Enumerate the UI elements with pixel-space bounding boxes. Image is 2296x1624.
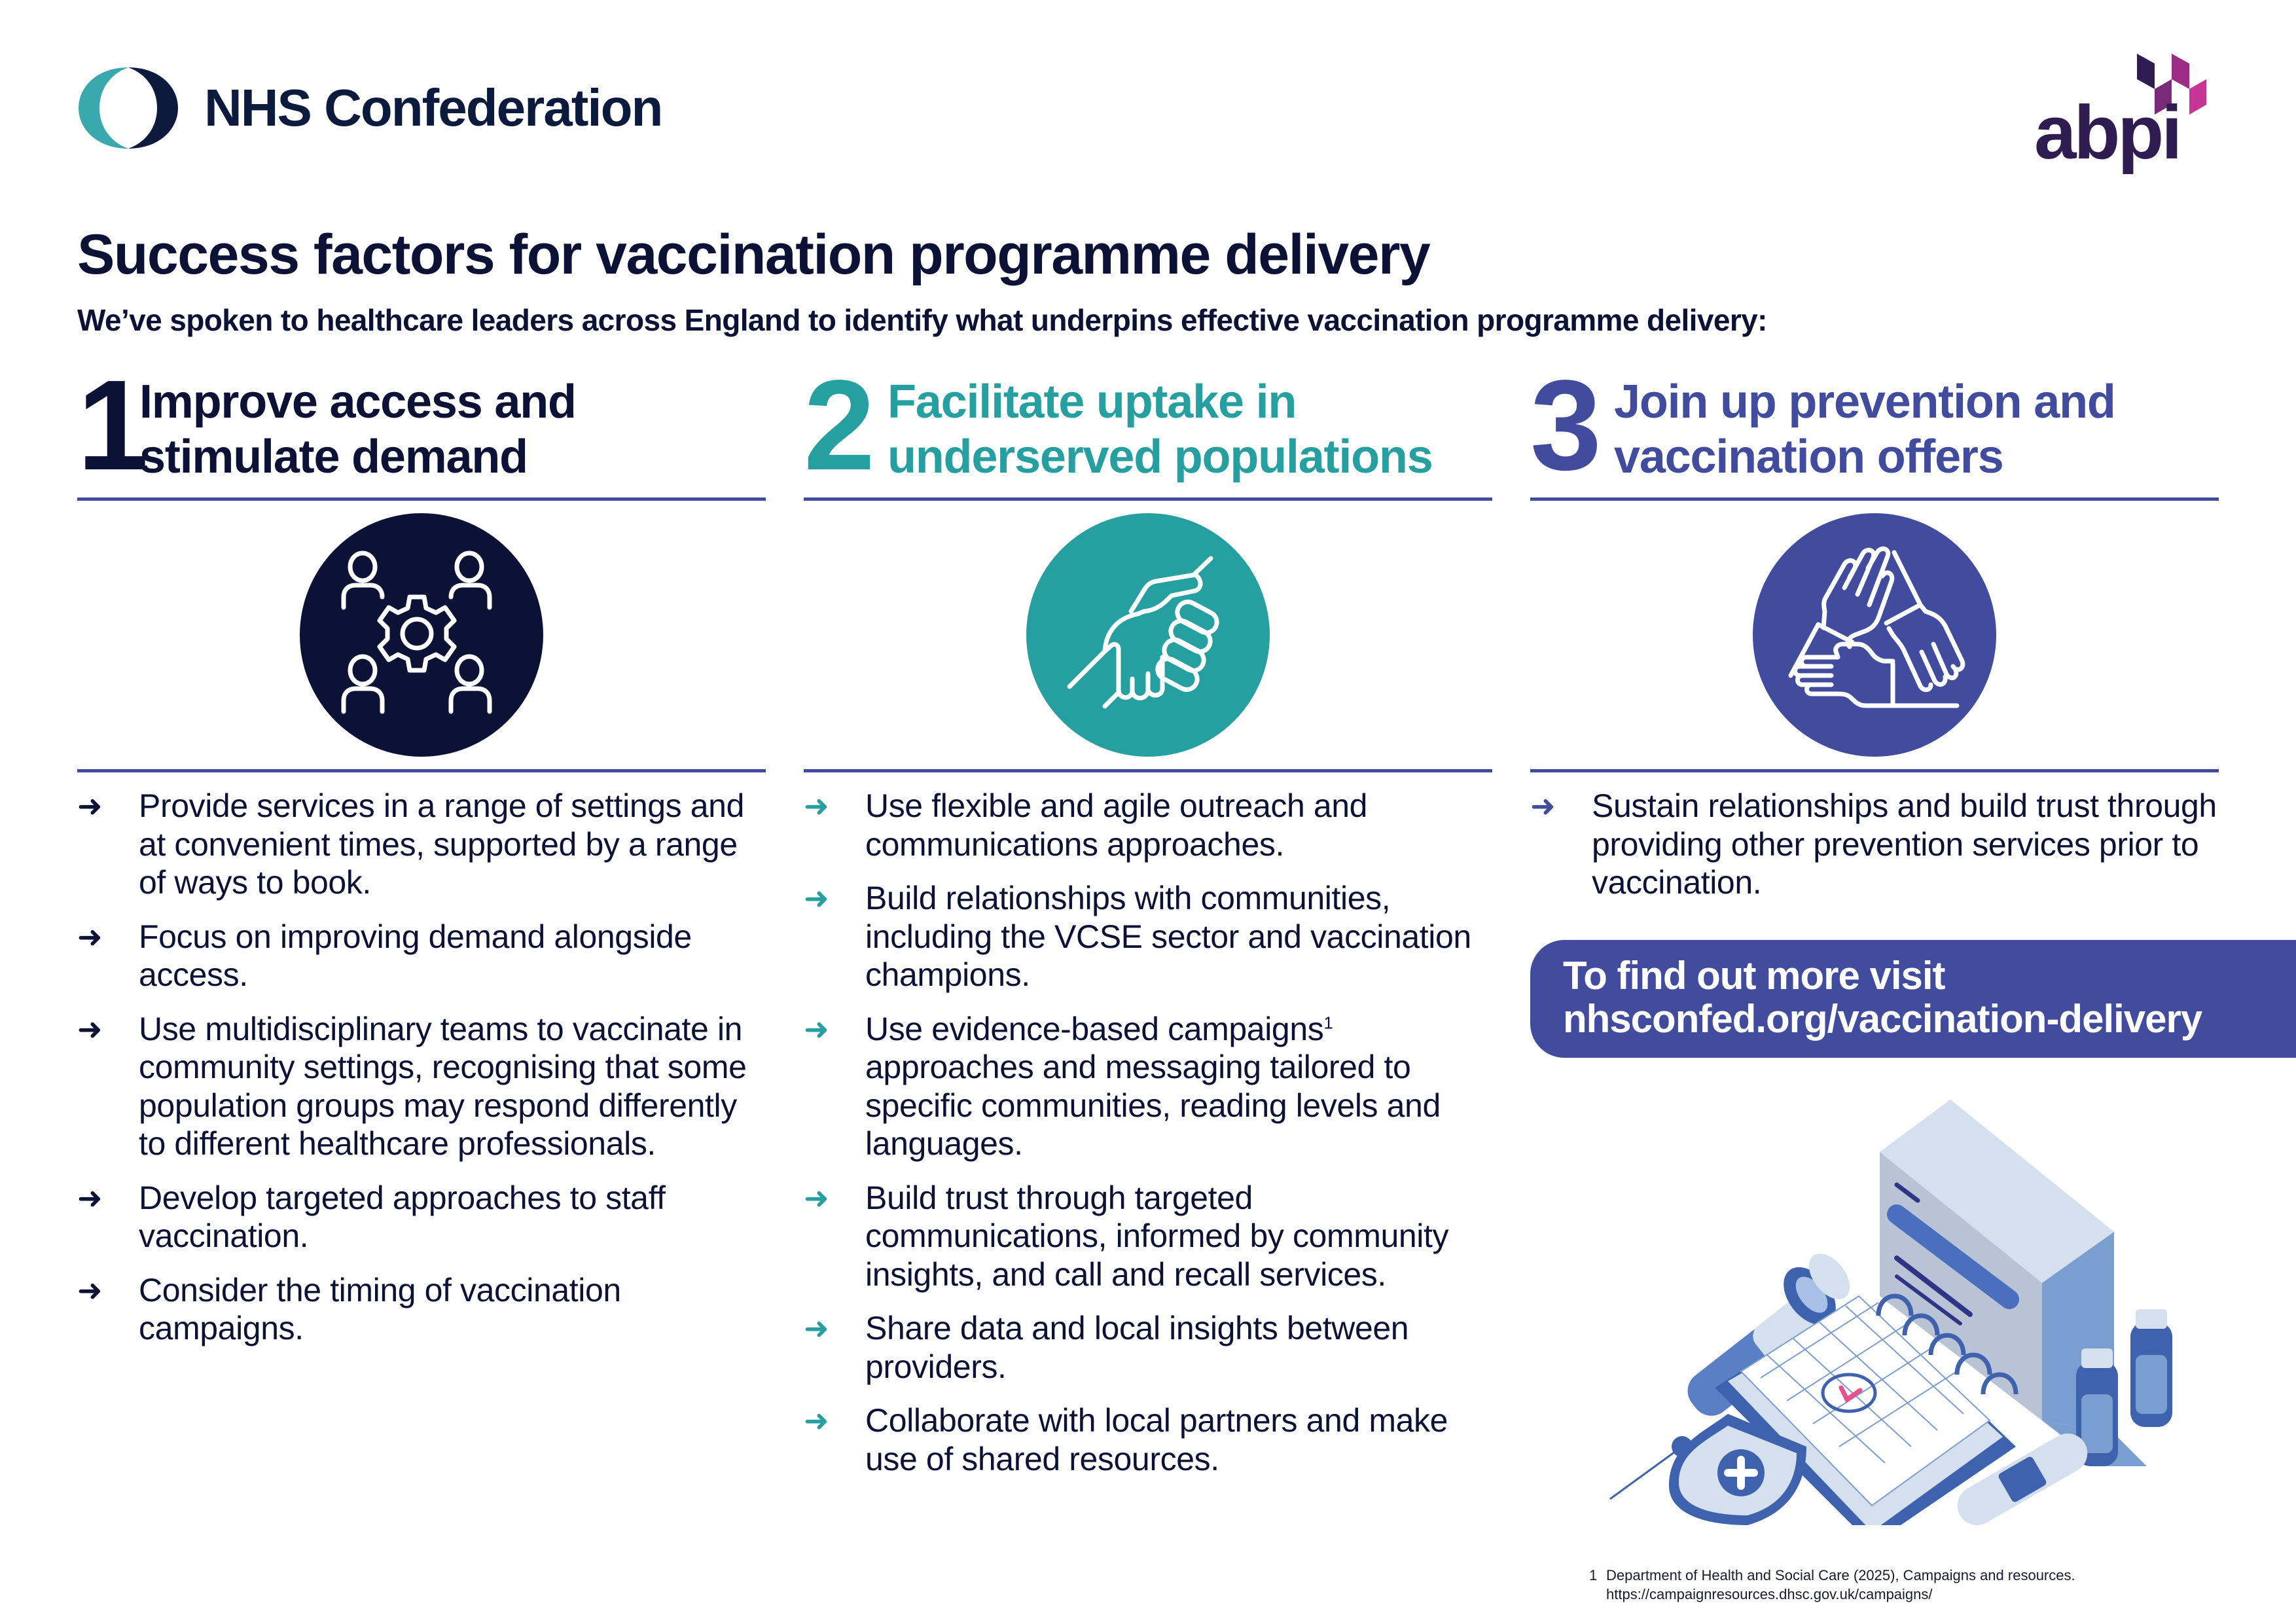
arrow-right-icon: ➜ (77, 919, 103, 954)
success-factor-3 (1530, 353, 2219, 918)
abpi-logo (2003, 46, 2212, 177)
divider (77, 769, 766, 772)
nhs-ring-icon (77, 66, 179, 150)
arrow-right-icon: ➜ (77, 1272, 103, 1307)
arrow-right-icon: ➜ (804, 1311, 829, 1345)
factor-title-line1: Improve access and (139, 376, 576, 428)
factor-title (139, 373, 576, 484)
arrow-right-icon: ➜ (77, 1180, 103, 1215)
cta-link[interactable]: nhsconfed.org/vaccination-delivery (1563, 997, 2202, 1041)
factor-title-line1: Facilitate uptake in (888, 376, 1297, 428)
factor-title-line1: Join up prevention and (1614, 376, 2115, 428)
footnote: 1 Department of Health and Social Care (2025), Campaigns and resources. https://campaignresources.dhsc.gov.uk/campaigns/ (1589, 1567, 2075, 1602)
arrow-right-icon: ➜ (804, 1180, 829, 1215)
cta-text: To find out more visit (1563, 954, 1945, 998)
list-item: ➜ Share data and local insights between providers. (804, 1310, 1409, 1385)
arrow-right-icon: ➜ (804, 1011, 829, 1046)
nhs-confederation-logo (77, 65, 662, 151)
list-item: ➜ Use evidence-based campaigns$^1$ approaches and messaging tailored to specific communities, reading levels and languages. (804, 1010, 1441, 1162)
footnote-ref: 1 (1323, 1012, 1333, 1032)
arrow-right-icon: ➜ (804, 1403, 829, 1437)
page-subtitle: We’ve spoken to healthcare leaders across England to identify what underpins effective vaccination programme delivery: (77, 303, 1767, 337)
arrow-right-icon: ➜ (1530, 789, 1556, 823)
arrow-right-icon: ➜ (77, 1011, 103, 1046)
list-item: ➜ Build relationships with communities, including the VCSE sector and vaccination champions. (804, 880, 1471, 993)
divider (804, 769, 1492, 772)
factor-title (888, 373, 1433, 484)
arrow-right-icon: ➜ (804, 789, 829, 823)
find-out-more-banner[interactable] (1530, 940, 2296, 1058)
nhs-confederation-name: NHS Confederation (204, 79, 662, 137)
success-factor-2 (804, 353, 1492, 1494)
list-item: ➜ Use flexible and agile outreach and communications approaches. (804, 787, 1368, 863)
list-item: ➜ Focus on improving demand alongside access. (77, 918, 692, 993)
factor-title-line2: vaccination offers (1614, 431, 2003, 483)
factor-3-bullets (1530, 787, 2219, 902)
factor-heading (804, 353, 1492, 497)
list-item: ➜ Use multidisciplinary teams to vaccinate in community settings, recognising that some population groups may respond differently to different healthcare professionals. (77, 1010, 747, 1162)
svg-text:abpi: abpi (2034, 90, 2180, 175)
divider (1530, 769, 2219, 772)
success-factor-1 (77, 353, 766, 1363)
helping-hand-icon (1026, 513, 1270, 757)
list-item: ➜ Build trust through targeted communications, informed by community insights, and call and recall services. (804, 1179, 1449, 1293)
factor-number: 3 (1530, 353, 1598, 497)
list-item: ➜ Provide services in a range of settings and at convenient times, supported by a range of ways to book. (77, 787, 744, 901)
people-gear-icon (300, 513, 543, 757)
factor-heading (1530, 353, 2219, 497)
arrow-right-icon: ➜ (804, 881, 829, 915)
factor-number: 2 (804, 353, 872, 497)
vaccination-illustration (1584, 1080, 2173, 1525)
factor-title (1614, 373, 2115, 484)
list-item: ➜ Collaborate with local partners and make use of shared resources. (804, 1402, 1448, 1477)
factor-title-line2: stimulate demand (139, 431, 528, 483)
list-item: ➜ Consider the timing of vaccination campaigns. (77, 1271, 621, 1346)
list-item: ➜ Sustain relationships and build trust through providing other prevention services prior to vaccination. (1530, 787, 2217, 901)
factor-2-bullets (804, 787, 1492, 1478)
factor-number: 1 (77, 353, 145, 497)
factor-1-bullets (77, 787, 766, 1348)
factor-title-line2: underserved populations (888, 431, 1433, 483)
abpi-mark-icon (2003, 46, 2212, 177)
page-title: Success factors for vaccination programme delivery (77, 223, 1430, 286)
factor-heading (77, 353, 766, 497)
footnote-url[interactable]: https://campaignresources.dhsc.gov.uk/campaigns/ (1606, 1586, 1933, 1602)
arrow-right-icon: ➜ (77, 789, 103, 823)
list-item: ➜ Develop targeted approaches to staff vaccination. (77, 1179, 666, 1254)
joined-hands-icon (1753, 513, 1996, 757)
